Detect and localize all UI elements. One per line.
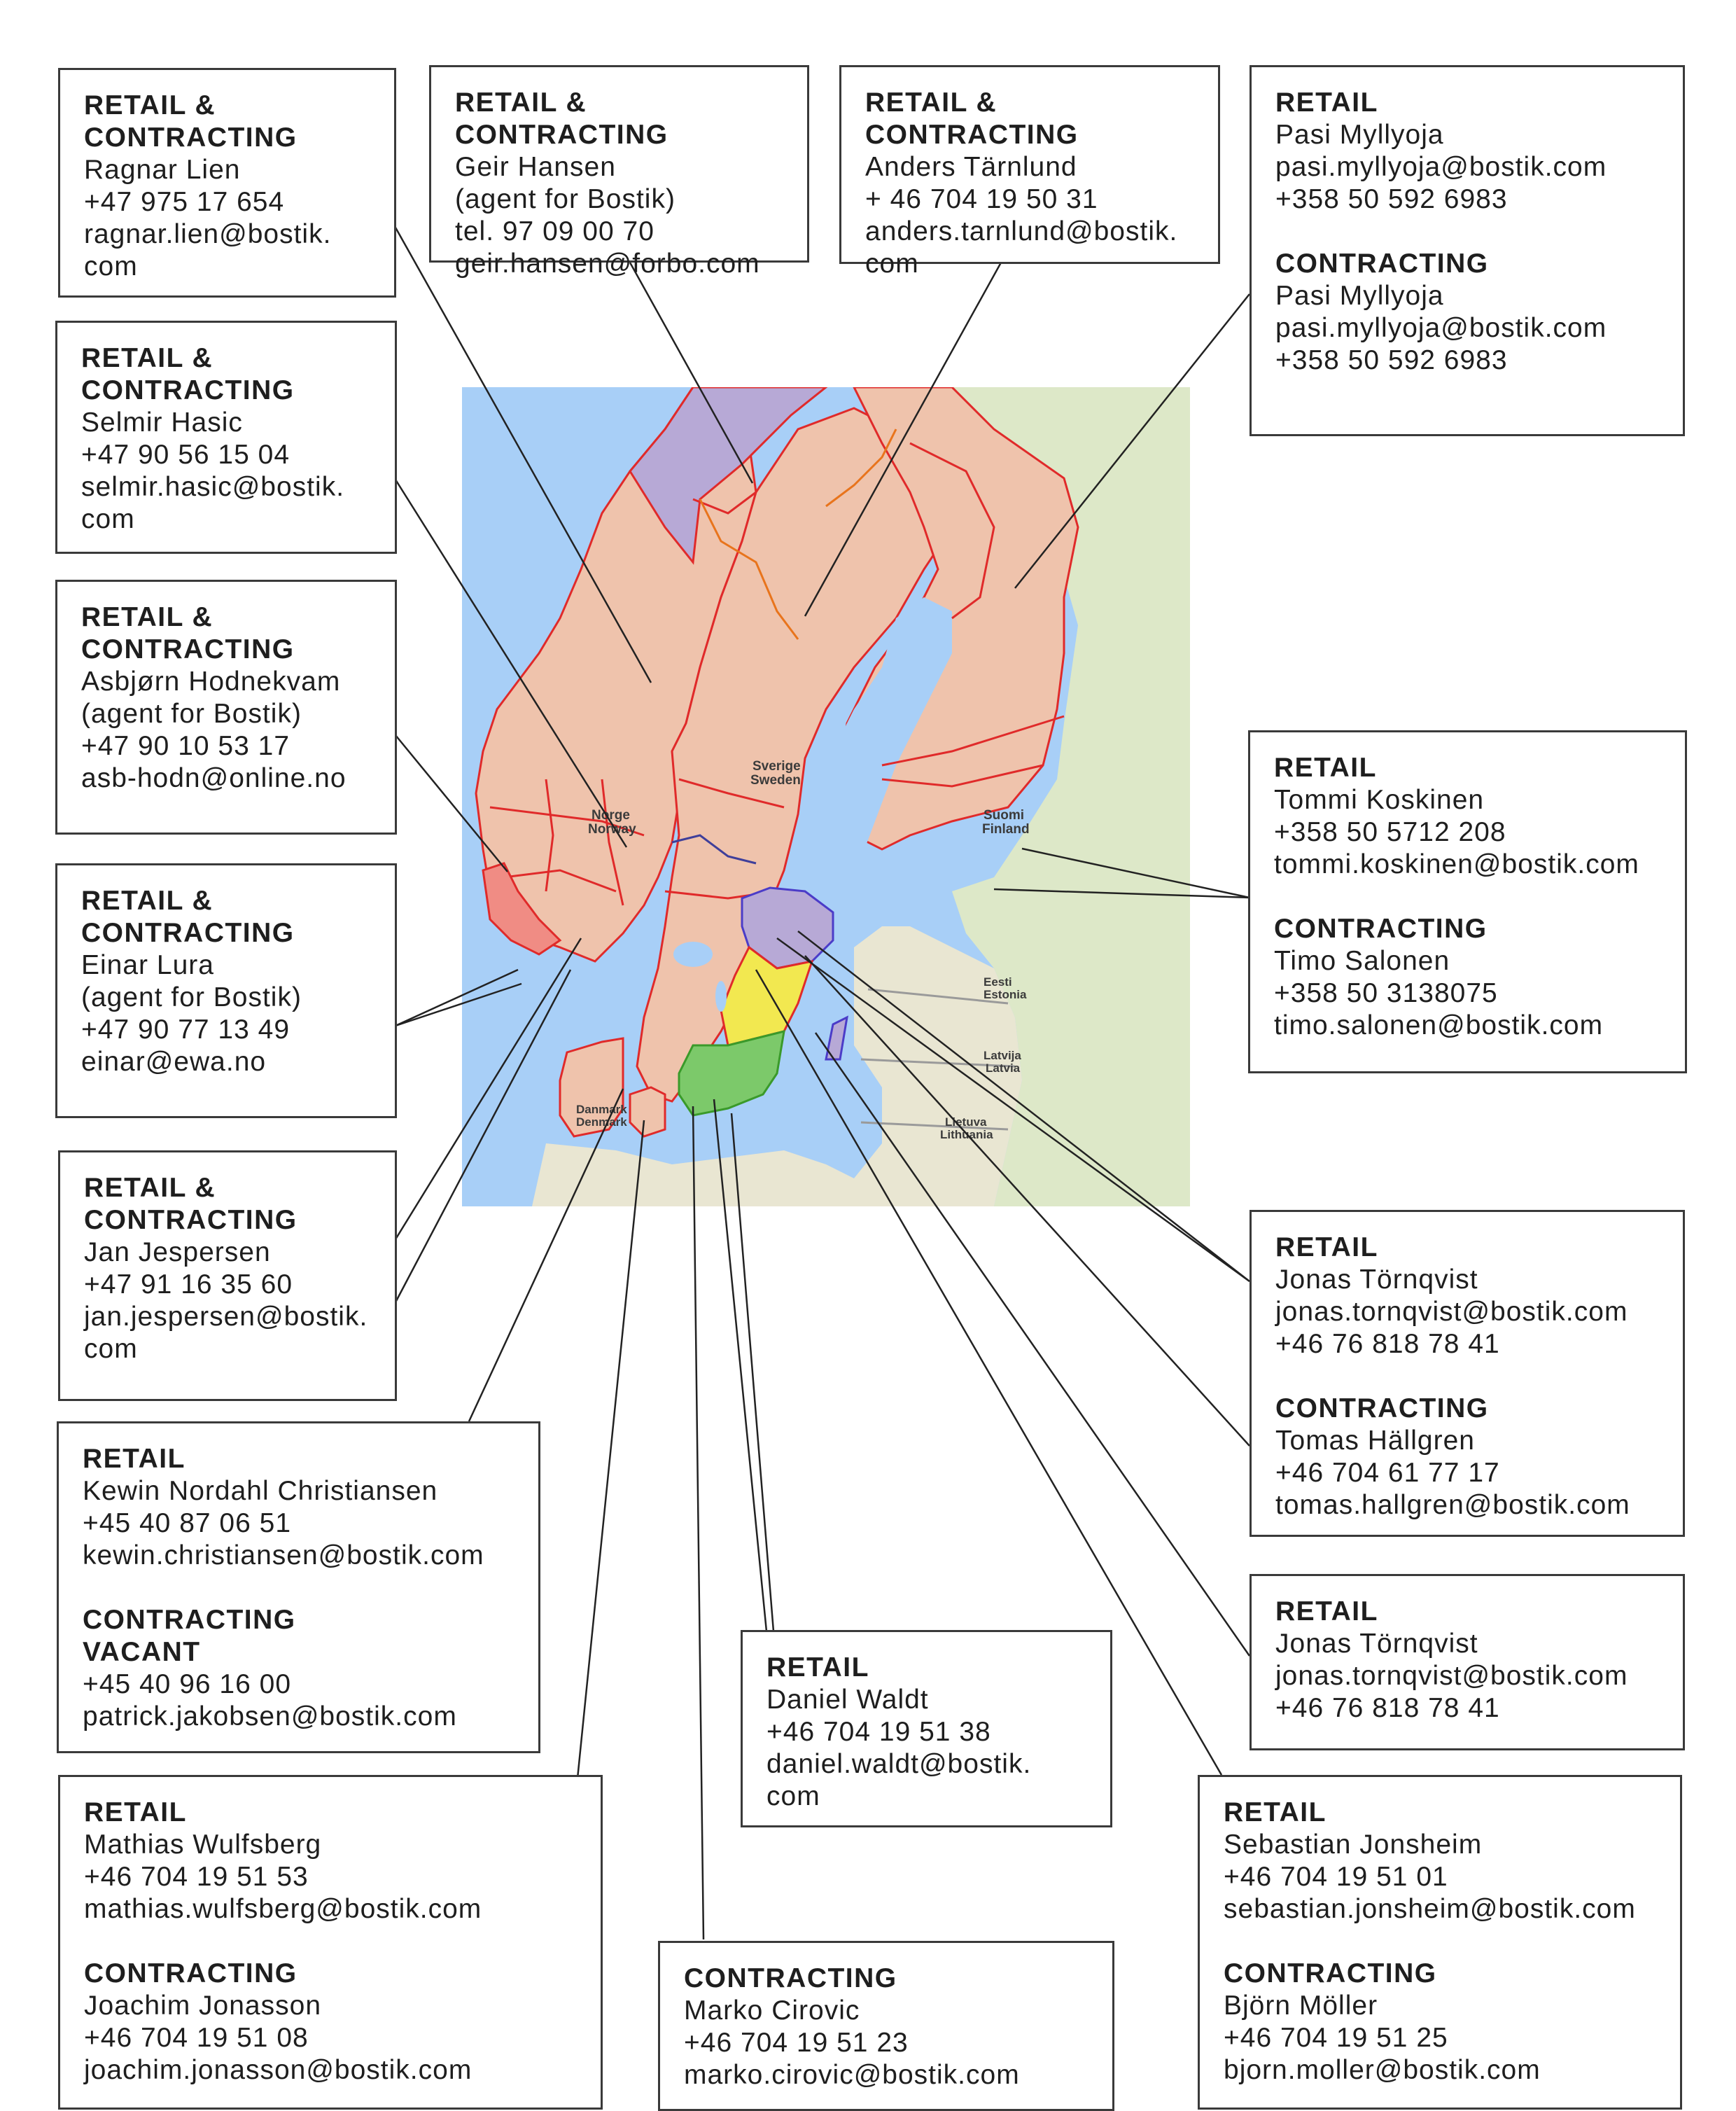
contact-card-anders xyxy=(839,65,1220,279)
label-lithuania: Lithuania xyxy=(940,1128,993,1141)
card-detail-line: Geir Hansen xyxy=(455,152,616,182)
card-detail-line: +45 40 87 06 51 xyxy=(83,1508,292,1538)
label-lietuva: Lietuva xyxy=(945,1115,987,1129)
label-estonia: Estonia xyxy=(983,988,1027,1001)
card-detail-line: +47 90 56 15 04 xyxy=(81,440,290,470)
card-detail-line: Tomas Hällgren xyxy=(1275,1426,1475,1456)
card-role-heading: CONTRACTING VACANT xyxy=(83,1605,296,1667)
card-role-heading: RETAIL & CONTRACTING xyxy=(865,88,1079,150)
lake-vattern xyxy=(715,981,727,1012)
card-spacer xyxy=(83,1572,514,1604)
card-rows xyxy=(455,87,783,280)
label-norway: Norway xyxy=(588,822,636,837)
nordic-map xyxy=(462,387,1190,1206)
contact-card-einar xyxy=(55,863,397,1118)
card-detail-line: daniel.waldt@bostik. com xyxy=(766,1749,1032,1811)
card-detail-line: ragnar.lien@bostik. com xyxy=(84,219,332,281)
card-role-heading: RETAIL & CONTRACTING xyxy=(81,343,295,405)
card-detail-line: (agent for Bostik) xyxy=(455,184,676,214)
card-role-heading: CONTRACTING xyxy=(1275,249,1489,279)
card-detail-line: anders.tarnlund@bostik. com xyxy=(865,216,1178,279)
card-detail-line: einar@ewa.no xyxy=(81,1047,267,1077)
card-detail-line: tommi.koskinen@bostik.com xyxy=(1274,849,1639,879)
card-rows xyxy=(1224,1797,1656,2086)
card-detail-line: +358 50 592 6983 xyxy=(1275,184,1508,214)
card-detail-line: patrick.jakobsen@bostik.com xyxy=(83,1701,457,1732)
contact-card-jonas-1 xyxy=(1250,1210,1685,1537)
card-detail-line: joachim.jonasson@bostik.com xyxy=(84,2055,472,2085)
label-eesti: Eesti xyxy=(983,975,1012,989)
contact-card-pasi xyxy=(1250,65,1685,436)
card-detail-line: bjorn.moller@bostik.com xyxy=(1224,2055,1541,2085)
card-detail-line: +358 50 5712 208 xyxy=(1274,817,1506,847)
label-danmark: Danmark xyxy=(576,1103,627,1116)
card-role-heading: CONTRACTING xyxy=(84,1958,298,1988)
card-role-heading: RETAIL xyxy=(766,1652,869,1682)
card-rows xyxy=(81,885,371,1078)
card-role-heading: RETAIL xyxy=(84,1797,187,1827)
label-latvia: Latvia xyxy=(986,1061,1021,1075)
contact-card-jonas-2 xyxy=(1250,1574,1685,1750)
card-detail-line: asb-hodn@online.no xyxy=(81,763,346,793)
card-spacer xyxy=(1224,1925,1656,1958)
card-rows xyxy=(84,90,370,283)
card-detail-line: Joachim Jonasson xyxy=(84,1991,322,2021)
card-detail-line: Pasi Myllyoja xyxy=(1275,120,1444,150)
card-rows xyxy=(81,601,371,795)
card-role-heading: RETAIL xyxy=(1275,1596,1378,1626)
card-detail-line: Jan Jespersen xyxy=(84,1237,271,1267)
card-detail-line: selmir.hasic@bostik. com xyxy=(81,472,345,534)
card-detail-line: mathias.wulfsberg@bostik.com xyxy=(84,1894,482,1924)
contact-card-ragnar xyxy=(58,68,396,298)
card-detail-line: +47 91 16 35 60 xyxy=(84,1269,293,1300)
card-detail-line: (agent for Bostik) xyxy=(81,982,302,1012)
card-role-heading: CONTRACTING xyxy=(1274,914,1488,944)
contact-card-marko xyxy=(658,1941,1114,2111)
card-detail-line: sebastian.jonsheim@bostik.com xyxy=(1224,1894,1636,1924)
card-role-heading: RETAIL & CONTRACTING xyxy=(81,886,295,948)
card-detail-line: Sebastian Jonsheim xyxy=(1224,1830,1483,1860)
card-rows xyxy=(81,342,371,536)
card-detail-line: + 46 704 19 50 31 xyxy=(865,184,1098,214)
card-rows xyxy=(84,1797,577,2086)
card-role-heading: CONTRACTING xyxy=(1275,1393,1489,1423)
card-detail-line: +46 76 818 78 41 xyxy=(1275,1693,1500,1723)
card-rows xyxy=(865,87,1194,280)
contact-card-tommi xyxy=(1248,730,1687,1073)
card-detail-line: +46 704 19 51 01 xyxy=(1224,1862,1448,1892)
card-rows xyxy=(766,1652,1086,1813)
contact-card-daniel xyxy=(741,1630,1112,1827)
contact-card-geir xyxy=(429,65,809,279)
card-detail-line: +47 90 77 13 49 xyxy=(81,1015,290,1045)
card-detail-line: Jonas Törnqvist xyxy=(1275,1264,1478,1295)
card-detail-line: Asbjørn Hodnekvam xyxy=(81,667,341,697)
card-detail-line: jonas.tornqvist@bostik.com xyxy=(1275,1297,1628,1327)
card-spacer xyxy=(1275,1360,1659,1393)
label-denmark: Denmark xyxy=(576,1115,627,1129)
card-detail-line: +46 704 19 51 38 xyxy=(766,1717,991,1747)
card-rows xyxy=(684,1963,1088,2091)
card-detail-line: Timo Salonen xyxy=(1274,946,1450,976)
card-detail-line: Jonas Törnqvist xyxy=(1275,1629,1478,1659)
card-detail-line: Daniel Waldt xyxy=(766,1685,929,1715)
card-detail-line: +45 40 96 16 00 xyxy=(83,1669,292,1699)
card-detail-line: +358 50 592 6983 xyxy=(1275,345,1508,375)
contact-card-asbjorn xyxy=(55,580,397,835)
card-detail-line: pasi.myllyoja@bostik.com xyxy=(1275,313,1607,343)
label-suomi: Suomi xyxy=(983,808,1025,823)
card-detail-line: Anders Tärnlund xyxy=(865,152,1077,182)
card-rows xyxy=(1274,752,1661,1042)
card-role-heading: RETAIL & CONTRACTING xyxy=(81,602,295,664)
lake-vanern xyxy=(673,942,713,967)
card-detail-line: +46 704 19 51 23 xyxy=(684,2028,909,2058)
card-rows xyxy=(84,1172,371,1365)
card-detail-line: Mathias Wulfsberg xyxy=(84,1830,322,1860)
card-role-heading: CONTRACTING xyxy=(1224,1958,1437,1988)
contact-card-mathias xyxy=(58,1775,603,2110)
contact-card-sebastian xyxy=(1198,1775,1682,2110)
card-detail-line: +46 704 19 51 25 xyxy=(1224,2023,1448,2053)
card-detail-line: pasi.myllyoja@bostik.com xyxy=(1275,152,1607,182)
card-role-heading: RETAIL & CONTRACTING xyxy=(455,88,668,150)
card-detail-line: marko.cirovic@bostik.com xyxy=(684,2060,1020,2090)
label-sverige: Sverige xyxy=(752,759,801,774)
contact-card-selmir xyxy=(55,321,397,554)
card-detail-line: Marko Cirovic xyxy=(684,1995,860,2026)
card-rows xyxy=(1275,87,1659,377)
card-detail-line: +46 704 19 51 53 xyxy=(84,1862,309,1892)
label-finland: Finland xyxy=(982,822,1030,837)
card-detail-line: +46 76 818 78 41 xyxy=(1275,1329,1500,1359)
card-role-heading: RETAIL xyxy=(1275,1232,1378,1262)
card-detail-line: Björn Möller xyxy=(1224,1991,1378,2021)
card-detail-line: +46 704 19 51 08 xyxy=(84,2023,309,2053)
card-detail-line: tomas.hallgren@bostik.com xyxy=(1275,1490,1630,1520)
card-role-heading: RETAIL xyxy=(1224,1797,1326,1827)
contact-card-kewin xyxy=(57,1421,540,1753)
card-spacer xyxy=(1274,881,1661,913)
card-detail-line: +46 704 61 77 17 xyxy=(1275,1458,1500,1488)
card-rows xyxy=(83,1443,514,1733)
card-detail-line: kewin.christiansen@bostik.com xyxy=(83,1540,484,1570)
card-role-heading: CONTRACTING xyxy=(684,1963,897,1993)
card-detail-line: Kewin Nordahl Christiansen xyxy=(83,1476,438,1506)
card-detail-line: +358 50 3138075 xyxy=(1274,978,1498,1008)
contact-card-jan xyxy=(58,1150,397,1401)
card-spacer xyxy=(1275,216,1659,248)
card-detail-line: Ragnar Lien xyxy=(84,155,241,185)
card-detail-line: Pasi Myllyoja xyxy=(1275,281,1444,311)
card-spacer xyxy=(84,1925,577,1958)
card-detail-line: jonas.tornqvist@bostik.com xyxy=(1275,1661,1628,1691)
card-role-heading: RETAIL & CONTRACTING xyxy=(84,1173,298,1235)
card-role-heading: RETAIL xyxy=(1274,753,1377,783)
label-latvija: Latvija xyxy=(983,1049,1021,1062)
card-detail-line: Tommi Koskinen xyxy=(1274,785,1485,815)
card-detail-line: geir.hansen@forbo.com xyxy=(455,249,760,279)
label-sweden: Sweden xyxy=(750,773,801,788)
card-detail-line: +47 975 17 654 xyxy=(84,187,285,217)
card-detail-line: +47 90 10 53 17 xyxy=(81,731,290,761)
card-role-heading: RETAIL xyxy=(1275,88,1378,118)
card-role-heading: RETAIL & CONTRACTING xyxy=(84,90,298,153)
card-rows xyxy=(1275,1232,1659,1521)
card-detail-line: jan.jespersen@bostik. com xyxy=(84,1302,368,1364)
card-detail-line: timo.salonen@bostik.com xyxy=(1274,1010,1604,1040)
card-detail-line: tel. 97 09 00 70 xyxy=(455,216,654,246)
card-role-heading: RETAIL xyxy=(83,1444,186,1474)
card-detail-line: Selmir Hasic xyxy=(81,407,243,438)
card-rows xyxy=(1275,1596,1659,1725)
card-detail-line: (agent for Bostik) xyxy=(81,699,302,729)
card-detail-line: Einar Lura xyxy=(81,950,214,980)
label-norge: Norge xyxy=(592,808,630,823)
